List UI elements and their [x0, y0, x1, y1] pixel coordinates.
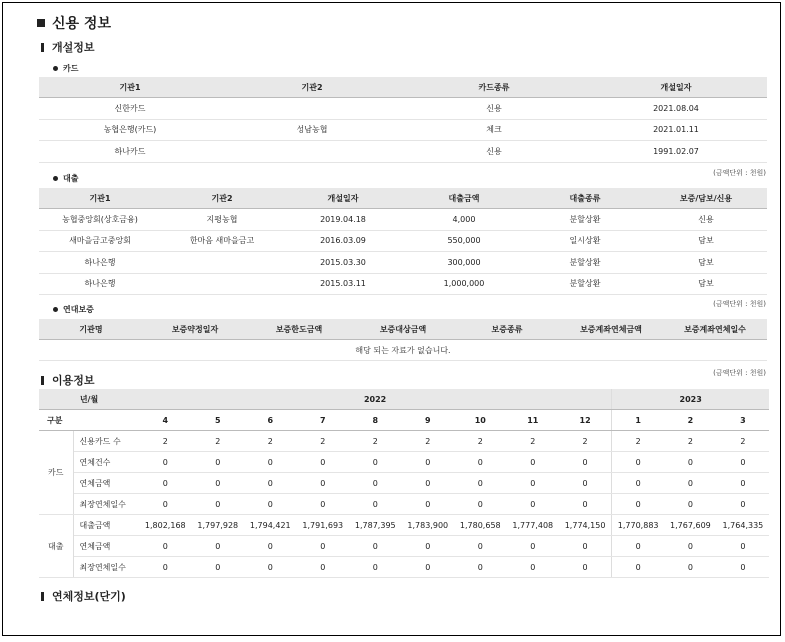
usage-value-cell: 2	[192, 431, 245, 452]
bar-bullet-icon	[41, 592, 44, 601]
usage-month-header: 1	[612, 410, 665, 431]
usage-value-cell: 2	[507, 431, 560, 452]
card-table-cell: 2021.01.11	[585, 119, 767, 141]
guarantee-table-column-header: 보증한도금액	[247, 319, 351, 340]
usage-value-cell: 1,774,150	[559, 515, 612, 536]
usage-row	[39, 473, 769, 494]
usage-value-cell: 1,767,609	[664, 515, 717, 536]
usage-value-cell: 0	[664, 494, 717, 515]
loan-table-cell: 2015.03.11	[283, 273, 403, 295]
card-table-header-row	[39, 77, 767, 98]
usage-value-cell: 0	[454, 494, 507, 515]
usage-value-cell: 0	[139, 473, 192, 494]
guarantee-table-header-row	[39, 319, 767, 340]
loan-table-cell: 분할상환	[525, 209, 645, 231]
usage-value-cell: 0	[297, 557, 350, 578]
loan-table-cell: 일시상환	[525, 230, 645, 252]
usage-corner-year-month: 년/월	[39, 389, 139, 410]
subsection-card: 카드	[53, 63, 78, 74]
usage-unit-note: (금액단위 : 천원)	[713, 369, 766, 377]
usage-month-header: 4	[139, 410, 192, 431]
usage-value-cell: 0	[139, 557, 192, 578]
loan-table-cell: 담보	[645, 252, 767, 274]
usage-value-cell: 2	[297, 431, 350, 452]
card-table-cell: 하나카드	[39, 141, 221, 163]
usage-month-header: 7	[297, 410, 350, 431]
guarantee-table-column-header: 보증계좌연체일수	[663, 319, 767, 340]
loan-table-cell	[161, 273, 283, 295]
usage-value-cell: 0	[139, 536, 192, 557]
card-table-cell: 2021.08.04	[585, 98, 767, 120]
usage-value-cell: 0	[507, 452, 560, 473]
document-page	[2, 2, 781, 636]
loan-table-cell: 신용	[645, 209, 767, 231]
usage-value-cell: 0	[192, 452, 245, 473]
usage-value-cell: 2	[717, 431, 770, 452]
loan-table-cell: 4,000	[403, 209, 525, 231]
dot-bullet-icon	[53, 307, 58, 312]
loan-table-row	[39, 230, 767, 252]
usage-value-cell: 1,780,658	[454, 515, 507, 536]
usage-month-row	[39, 410, 769, 431]
subsection-loan: 대출	[53, 173, 78, 184]
guarantee-table-column-header: 보증종류	[455, 319, 559, 340]
usage-value-cell: 0	[297, 473, 350, 494]
loan-table-cell: 2016.03.09	[283, 230, 403, 252]
usage-value-cell: 1,777,408	[507, 515, 560, 536]
card-table-row	[39, 98, 767, 120]
loan-table-header-row	[39, 188, 767, 209]
loan-table-column-header: 개설일자	[283, 188, 403, 209]
usage-value-cell: 0	[297, 536, 350, 557]
usage-row-label: 연체금액	[73, 536, 139, 557]
usage-value-cell: 0	[612, 536, 665, 557]
usage-row-label: 연체금액	[73, 473, 139, 494]
bar-bullet-icon	[41, 43, 44, 52]
loan-table-column-header: 대출종류	[525, 188, 645, 209]
loan-table	[39, 188, 767, 295]
loan-table-cell: 담보	[645, 273, 767, 295]
usage-value-cell: 1,787,395	[349, 515, 402, 536]
usage-group-label: 대출	[39, 515, 73, 578]
loan-table-cell: 2015.03.30	[283, 252, 403, 274]
usage-value-cell: 0	[402, 536, 455, 557]
usage-value-cell: 0	[664, 536, 717, 557]
usage-row	[39, 431, 769, 452]
loan-table-cell: 하나은행	[39, 252, 161, 274]
usage-value-cell: 0	[664, 473, 717, 494]
usage-value-cell: 0	[612, 452, 665, 473]
usage-row-label: 연체건수	[73, 452, 139, 473]
dot-bullet-icon	[53, 176, 58, 181]
usage-value-cell: 1,764,335	[717, 515, 770, 536]
loan-table-row	[39, 273, 767, 295]
usage-value-cell: 0	[559, 536, 612, 557]
usage-value-cell: 0	[349, 557, 402, 578]
loan-table-cell: 지평농협	[161, 209, 283, 231]
loan-table-column-header: 기관2	[161, 188, 283, 209]
usage-value-cell: 0	[244, 536, 297, 557]
usage-value-cell: 0	[244, 557, 297, 578]
usage-value-cell: 0	[192, 494, 245, 515]
loan-table-column-header: 기관1	[39, 188, 161, 209]
usage-value-cell: 0	[507, 494, 560, 515]
usage-value-cell: 0	[559, 494, 612, 515]
usage-value-cell: 0	[559, 557, 612, 578]
usage-row-label: 최장연체일수	[73, 557, 139, 578]
usage-month-header: 2	[664, 410, 717, 431]
usage-value-cell: 0	[717, 536, 770, 557]
loan-table-cell: 분할상환	[525, 273, 645, 295]
usage-row-label: 최장연체일수	[73, 494, 139, 515]
usage-value-cell: 2	[244, 431, 297, 452]
card-table-cell: 신용	[403, 98, 585, 120]
loan-table-cell: 1,000,000	[403, 273, 525, 295]
section-heading-overdue: 연체정보(단기)	[41, 588, 126, 604]
usage-value-cell: 0	[192, 473, 245, 494]
loan-table-cell: 담보	[645, 230, 767, 252]
loan-table-cell	[161, 252, 283, 274]
usage-value-cell: 0	[559, 452, 612, 473]
usage-value-cell: 0	[139, 494, 192, 515]
no-data-message: 해당 되는 자료가 없습니다.	[39, 340, 767, 361]
usage-value-cell: 0	[349, 536, 402, 557]
section-heading-opening: 개설정보	[41, 39, 95, 55]
usage-value-cell: 0	[454, 536, 507, 557]
usage-value-cell: 0	[192, 557, 245, 578]
loan-table-cell: 550,000	[403, 230, 525, 252]
usage-month-header: 3	[717, 410, 770, 431]
usage-value-cell: 0	[507, 473, 560, 494]
usage-value-cell: 0	[454, 452, 507, 473]
usage-year-row	[39, 389, 769, 410]
usage-value-cell: 2	[402, 431, 455, 452]
usage-corner-category: 구분	[39, 410, 139, 431]
usage-row	[39, 515, 769, 536]
loan-table-row	[39, 252, 767, 274]
loan-table-row	[39, 209, 767, 231]
usage-group-label: 카드	[39, 431, 73, 515]
usage-month-header: 5	[192, 410, 245, 431]
usage-month-header: 11	[507, 410, 560, 431]
usage-year-header: 2023	[612, 389, 770, 410]
usage-row	[39, 494, 769, 515]
usage-value-cell: 0	[349, 494, 402, 515]
usage-value-cell: 0	[454, 557, 507, 578]
usage-value-cell: 0	[612, 494, 665, 515]
loan-table-cell: 농협중앙회(상호금융)	[39, 209, 161, 231]
loan-table-cell: 분할상환	[525, 252, 645, 274]
usage-value-cell: 1,797,928	[192, 515, 245, 536]
usage-value-cell: 0	[717, 557, 770, 578]
loan-unit-note: (금액단위 : 천원)	[713, 169, 766, 177]
usage-value-cell: 2	[664, 431, 717, 452]
usage-year-header: 2022	[139, 389, 612, 410]
loan-table-column-header: 대출금액	[403, 188, 525, 209]
card-table-cell	[221, 98, 403, 120]
usage-value-cell: 0	[612, 557, 665, 578]
usage-value-cell: 0	[349, 452, 402, 473]
usage-value-cell: 1,794,421	[244, 515, 297, 536]
guarantee-table-column-header: 보증약정일자	[143, 319, 247, 340]
card-table-cell: 체크	[403, 119, 585, 141]
usage-value-cell: 0	[402, 494, 455, 515]
guarantee-unit-note: (금액단위 : 천원)	[713, 300, 766, 308]
loan-table-cell: 300,000	[403, 252, 525, 274]
page-title: 신용 정보	[37, 13, 111, 33]
usage-value-cell: 0	[402, 452, 455, 473]
usage-value-cell: 0	[244, 473, 297, 494]
usage-value-cell: 0	[664, 452, 717, 473]
usage-value-cell: 0	[297, 452, 350, 473]
usage-value-cell: 0	[402, 557, 455, 578]
usage-value-cell: 1,770,883	[612, 515, 665, 536]
usage-month-header: 6	[244, 410, 297, 431]
usage-value-cell: 0	[349, 473, 402, 494]
usage-value-cell: 1,802,168	[139, 515, 192, 536]
bar-bullet-icon	[41, 376, 44, 385]
usage-value-cell: 2	[612, 431, 665, 452]
usage-value-cell: 0	[717, 473, 770, 494]
guarantee-table-column-header: 보증대상금액	[351, 319, 455, 340]
usage-value-cell: 0	[717, 452, 770, 473]
usage-value-cell: 0	[192, 536, 245, 557]
usage-row	[39, 536, 769, 557]
card-table-cell: 농협은행(카드)	[39, 119, 221, 141]
card-table-column-header: 카드종류	[403, 77, 585, 98]
usage-month-header: 9	[402, 410, 455, 431]
usage-value-cell: 0	[244, 452, 297, 473]
card-table-column-header: 기관1	[39, 77, 221, 98]
usage-value-cell: 2	[454, 431, 507, 452]
subsection-guarantee: 연대보증	[53, 304, 94, 315]
dot-bullet-icon	[53, 66, 58, 71]
usage-row-label: 신용카드 수	[73, 431, 139, 452]
guarantee-table-column-header: 보증계좌연체금액	[559, 319, 663, 340]
usage-value-cell: 0	[244, 494, 297, 515]
usage-value-cell: 0	[664, 557, 717, 578]
usage-row	[39, 557, 769, 578]
usage-value-cell: 0	[612, 473, 665, 494]
card-table-cell: 1991.02.07	[585, 141, 767, 163]
usage-month-header: 10	[454, 410, 507, 431]
section-heading-usage: 이용정보	[41, 372, 95, 388]
usage-value-cell: 1,791,693	[297, 515, 350, 536]
loan-table-cell: 새마을금고중앙회	[39, 230, 161, 252]
card-table-column-header: 기관2	[221, 77, 403, 98]
usage-row-label: 대출금액	[73, 515, 139, 536]
usage-value-cell: 0	[717, 494, 770, 515]
loan-table-cell: 한마음 새마을금고	[161, 230, 283, 252]
usage-value-cell: 2	[139, 431, 192, 452]
usage-table	[39, 389, 769, 578]
card-table-cell: 성남농협	[221, 119, 403, 141]
usage-value-cell: 2	[559, 431, 612, 452]
guarantee-table-column-header: 기관명	[39, 319, 143, 340]
usage-month-header: 12	[559, 410, 612, 431]
card-table-cell	[221, 141, 403, 163]
card-table-row	[39, 141, 767, 163]
square-bullet-icon	[37, 19, 45, 27]
card-table-cell: 신한카드	[39, 98, 221, 120]
card-table-column-header: 개설일자	[585, 77, 767, 98]
usage-value-cell: 2	[349, 431, 402, 452]
usage-month-header: 8	[349, 410, 402, 431]
guarantee-table	[39, 319, 767, 361]
usage-value-cell: 0	[507, 536, 560, 557]
usage-value-cell: 1,783,900	[402, 515, 455, 536]
usage-value-cell: 0	[402, 473, 455, 494]
usage-value-cell: 0	[559, 473, 612, 494]
usage-value-cell: 0	[507, 557, 560, 578]
loan-table-cell: 2019.04.18	[283, 209, 403, 231]
usage-row	[39, 452, 769, 473]
card-table-cell: 신용	[403, 141, 585, 163]
usage-value-cell: 0	[139, 452, 192, 473]
card-table-row	[39, 119, 767, 141]
usage-value-cell: 0	[297, 494, 350, 515]
card-table	[39, 77, 767, 163]
usage-value-cell: 0	[454, 473, 507, 494]
loan-table-column-header: 보증/담보/신용	[645, 188, 767, 209]
loan-table-cell: 하나은행	[39, 273, 161, 295]
